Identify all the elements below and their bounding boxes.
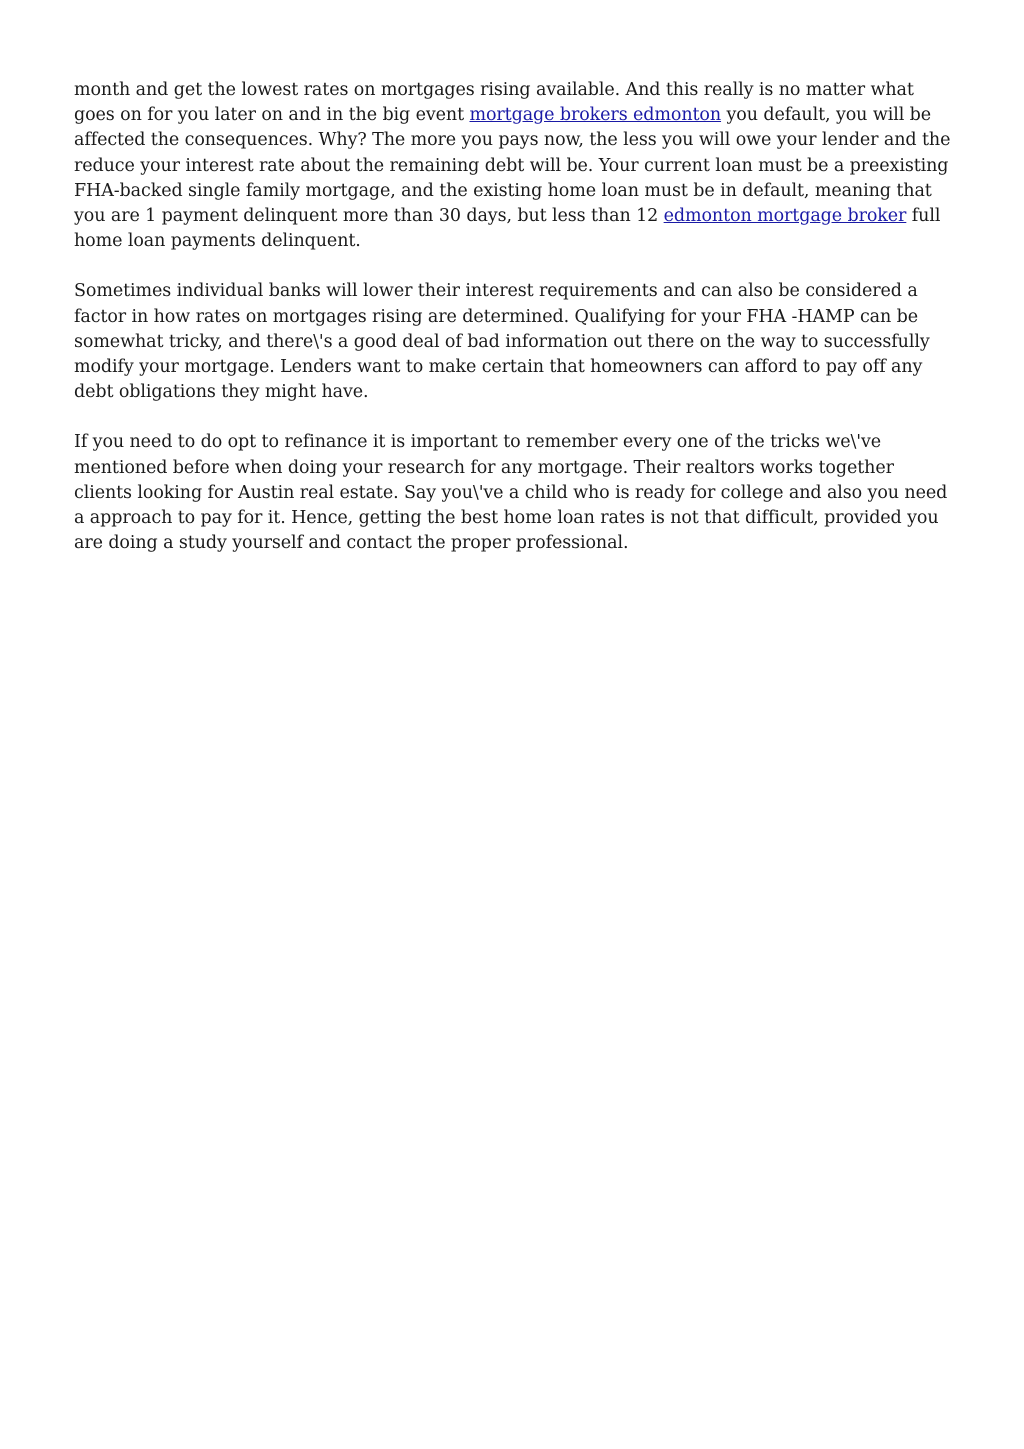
paragraph-text: Sometimes individual banks will lower their interest requirements and can also be considered a factor in how rates on mortgages rising are determined. Qualifying for your FHA -HAMP can be somewhat tricky, and there\'s a good deal of bad information out there on the way to successfully modify your mortgage. Lenders want to make certain that homeowners can afford to pay off any debt obligations they might have.: [74, 281, 930, 403]
link-edmonton-mortgage-broker[interactable]: edmonton mortgage broker: [663, 206, 907, 227]
paragraph-3: [74, 430, 954, 556]
link-mortgage-brokers-edmonton[interactable]: mortgage brokers edmonton: [469, 105, 722, 126]
paragraph-text: If you need to do opt to refinance it is important to remember every one of the tricks we\'ve mentioned before when doing your research for any mortgage. Their realtors works together clients looking for Austin real estate. Say you\'ve a child who is ready for college and also you need a approach to pay for it. Hence, getting the best home loan rates is not that difficult, provided you are doing a study yourself and contact the proper professional.: [74, 432, 948, 554]
paragraph-text: you default, you will be affected the consequences. Why? The more you pays now, the less you will owe your lender and the reduce your interest rate about the remaining debt will be. Your current loan must be a preexisting FHA-backed single family mortgage, and the existing home loan must be in default, meaning that you are 1 payment delinquent more than 30 days, but less than 12: [74, 105, 951, 227]
paragraph-2: [74, 279, 954, 405]
paragraph-text: month and get the lowest rates on mortgages rising available. And this really is no matter what goes on for you later on and in the big event: [74, 80, 914, 126]
document-page: [74, 78, 954, 581]
paragraph-1: [74, 78, 954, 254]
paragraph-text: full home loan payments delinquent.: [74, 206, 941, 252]
